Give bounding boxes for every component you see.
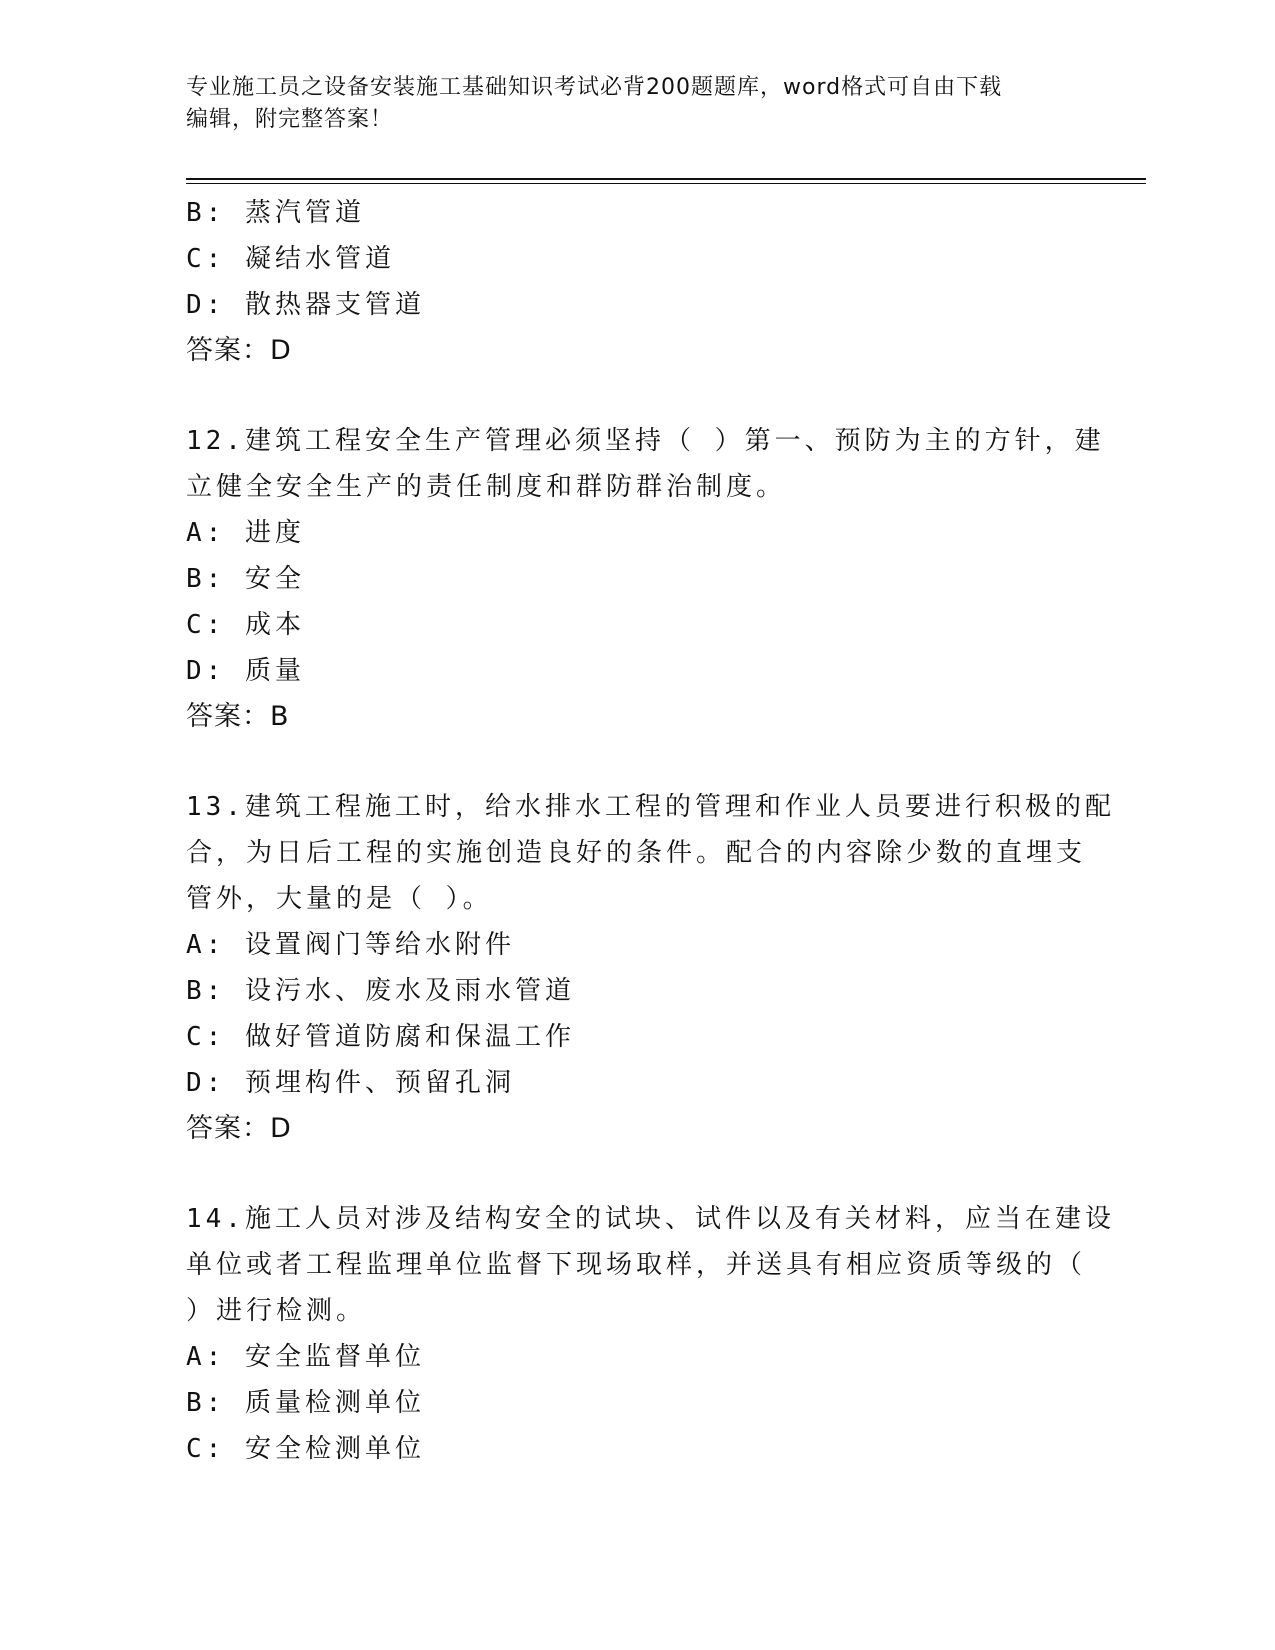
question-12 — [186, 418, 1105, 740]
question-list — [186, 190, 1115, 1472]
option-b: B: 安全 — [186, 564, 305, 594]
document-header — [186, 72, 1086, 136]
option-b: B: 蒸汽管道 — [186, 198, 365, 228]
option-c: C: 成本 — [186, 610, 305, 640]
header-line-1: 专业施工员之设备安装施工基础知识考试必背200题题库，word格式可自由下载 — [186, 75, 1003, 100]
header-line-2: 编辑，附完整答案！ — [186, 107, 394, 132]
question-stem: 立健全安全生产的责任制度和群防群治制度。 — [186, 472, 787, 502]
question-14 — [186, 1196, 1115, 1472]
question-13 — [186, 784, 1115, 1152]
question-stem: 13.建筑工程施工时，给水排水工程的管理和作业人员要进行积极的配 — [186, 792, 1115, 822]
option-b: B: 设污水、废水及雨水管道 — [186, 976, 575, 1006]
option-a: A: 进度 — [186, 518, 305, 548]
question-stem: ）进行检测。 — [186, 1296, 367, 1326]
question-stem: 管外，大量的是（ ）。 — [186, 884, 493, 914]
option-c: C: 做好管道防腐和保温工作 — [186, 1022, 575, 1052]
option-d: D: 预埋构件、预留孔洞 — [186, 1068, 515, 1098]
option-d: D: 散热器支管道 — [186, 290, 425, 320]
question-stem: 单位或者工程监理单位监督下现场取样，并送具有相应资质等级的（ — [186, 1250, 1087, 1280]
question-stem: 合，为日后工程的实施创造良好的条件。配合的内容除少数的直埋支 — [186, 838, 1087, 868]
option-a: A: 设置阀门等给水附件 — [186, 930, 515, 960]
question-stem: 14.施工人员对涉及结构安全的试块、试件以及有关材料，应当在建设 — [186, 1204, 1115, 1234]
option-c: C: 安全检测单位 — [186, 1434, 425, 1464]
answer: 答案：D — [186, 1113, 292, 1144]
option-c: C: 凝结水管道 — [186, 244, 395, 274]
option-b: B: 质量检测单位 — [186, 1388, 425, 1418]
header-divider-thick — [186, 178, 1146, 180]
option-d: D: 质量 — [186, 656, 305, 686]
header-divider-thin — [186, 183, 1146, 184]
option-a: A: 安全监督单位 — [186, 1342, 425, 1372]
answer: 答案：B — [186, 701, 290, 732]
answer: 答案：D — [186, 335, 292, 366]
question-11-tail — [186, 190, 1086, 374]
question-stem: 12.建筑工程安全生产管理必须坚持（ ）第一、预防为主的方针，建 — [186, 426, 1105, 456]
